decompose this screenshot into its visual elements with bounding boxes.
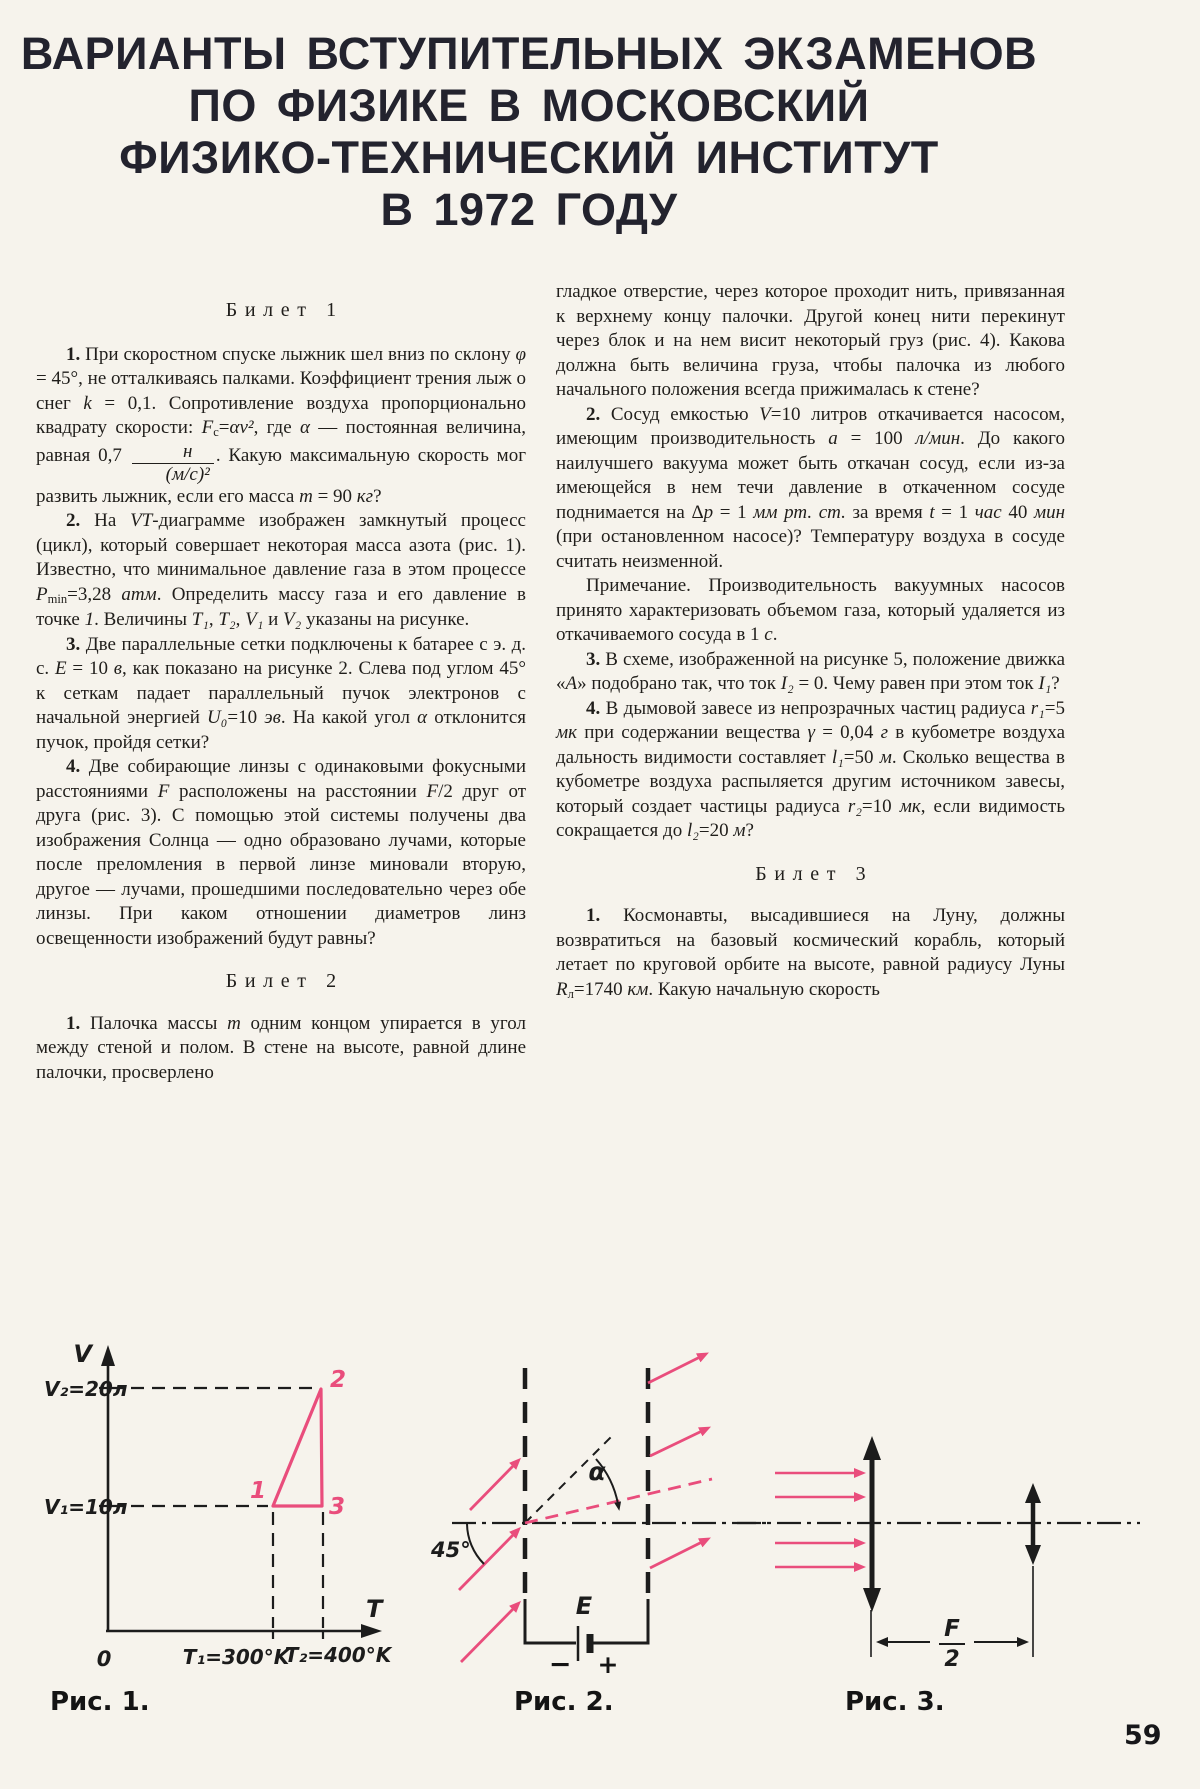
ticket2-problem-1: 1. Палочка массы m одним концом упирается в угол между стеной и полом. В стене на высоте, равной длине палочки, просверлено [36,1012,526,1083]
ticket-1-heading: Билет 1 [225,299,344,321]
title-line-1: ВАРИАНТЫ ВСТУПИТЕЛЬНЫХ ЭКЗАМЕНОВ [20,28,1038,79]
fig2-exit-ray-3 [650,1542,702,1568]
ticket1-problem-4: 4. Две собирающие линзы с одинаковыми фокусными расстояниями F расположены на расстоянии F/2 друг от друга (рис. 3). С помощью этой системы получены два изображения Солнца — одно образовано лучами, которые после преломления в первой линзе миновали вторую, другое — лучами, прошедшими последовательно через обе линзы. При каком отношении диаметров линз освещенности изображений будут равны? [36,756,527,949]
fig1-v2-label: V₂=20л [44,1377,128,1401]
fig1-v1-label: V₁=10л [44,1495,128,1519]
fig2-wire-left [525,1599,576,1643]
fig2-alpha-label: α [588,1457,606,1486]
fig1-v-axis-arrowhead-icon [101,1345,115,1366]
figure-1-vt-diagram [44,1340,393,1717]
ticket2-problem-3: 3. В схеме, изображенной на рисунке 5, положение движка «А» подобрано так, что ток I₂ = 0. Чему равен при этом ток I₁? [556,648,1065,694]
ticket2-problem-2: 2. Сосуд емкостью V=10 литров откачивается насосом, имеющим производительность a = 100 л/мин. До какого наилучшего вакуума может быть откачан сосуд, если из-за имеющейся в нем течи давление в откаченном сосуде поднимается на Δp = 1 мм рт. ст. за время t = 1 час 40 мин (при остановленном насосе)? Температуру воздуха в сосуде считать неизменной. [556,403,1066,572]
ticket-3-heading: Билет 3 [755,862,874,885]
title-line-3: ФИЗИКО-ТЕХНИЧЕСКИЙ ИНСТИТУТ [119,132,939,183]
left-column [36,298,526,1085]
title-line-2: ПО ФИЗИКЕ В МОСКОВСКИЙ [188,80,870,131]
page-number: 59 [1124,1720,1162,1751]
figure-2-grids-diagram [430,1357,766,1717]
fig2-wire-right [593,1599,648,1643]
ticket3-problem-1: 1. Космонавты, высадившиеся на Луну, должны возвратиться на базовый космический корабль, который летает по круговой орбите на высоте, равной радиусу Луны Rл=1740 км. Какую начальную скорость [556,905,1065,1001]
ticket2-problem-1-continued: гладкое отверстие, через которое проходит нить, привязанная к верхнему концу палочки. Другой конец нити перекинут через блок и на нем висит некоторый груз (рис. 4). Какова должна быть величина груза, чтобы палочка из любого начального положения всегда прижималась к стене? [556,281,1065,400]
fig1-point-2-label: 2 [330,1367,347,1393]
fig2-exit-ray-2 [650,1431,702,1456]
fig1-cycle-triangle [273,1389,322,1506]
ticket2-problem-4: 4. В дымовой завесе из непрозрачных частиц радиуса r₁=5 мк при содержании вещества γ = 0,04 г в кубометре воздуха дальность видимости составляет l₁=50 м. Сколько вещества в кубометре воздуха распыляется другим источником завесы, который создает частицы радиуса r₂=10 мк, если видимость сокращается до l₂=20 м? [556,697,1066,841]
fig1-origin-label: 0 [96,1647,112,1671]
fig1-t1-label: T₁=300°K [182,1645,290,1669]
fig2-incoming-ray-1 [470,1465,514,1510]
right-column [556,280,1065,1003]
fig2-exit-ray-1 [648,1357,700,1383]
title-line-4: В 1972 ГОДУ [380,184,678,235]
fig3-lens1-top-arrowhead-icon [863,1436,881,1460]
fig1-point-1-label: 1 [250,1478,267,1504]
fig1-caption: Рис. 1. [50,1687,150,1717]
fig2-plus-label: + [597,1650,619,1679]
fig3-caption: Рис. 3. [845,1687,945,1717]
fig3-lens2-top-arrowhead-icon [1025,1483,1041,1503]
ticket-2-heading: Билет 2 [225,970,344,993]
fig2-minus-label: − [548,1649,572,1680]
ticket1-problem-1: 1. При скоростном спуске лыжник шел вниз по склону φ = 45°, не отталкиваясь палками. Коэффициент трения лыж о снег k = 0,1. Сопротивление воздуха пропорционально квадрату скорости: Fс=αv², где α — постоянная величина, равная 0,7 $\frac{н}{\text{(м/с)²}}$ . Какую максимальную скорость мог развить лыжник, если его масса m = 90 кг? [36,343,527,507]
fig3-dim-numerator: F [944,1616,960,1642]
fig2-45-label: 45° [431,1538,471,1562]
fig3-lens2-bottom-arrowhead-icon [1025,1545,1041,1565]
ticket1-problem-3: 3. Две параллельные сетки подключены к батарее с э. д. с. E = 10 в, как показано на рисунке 2. Слева под углом 45° к сеткам падает параллельный пучок электронов с начальной энергией U₀=10 эв. На какой угол α отклонится пучок, пройдя сетки? [36,633,527,753]
fig2-deflected-dashed [525,1479,712,1523]
fig1-t-axis-arrowhead-icon [361,1624,382,1638]
fig2-emf-label: E [575,1592,593,1620]
fig2-caption: Рис. 2. [514,1687,614,1717]
fig1-v-axis-label: V [73,1340,92,1368]
ticket2-note: Примечание. Производительность вакуумных насосов принято характеризовать объемом газа, который удаляется из откачиваемого сосуда в 1 с. [556,575,1065,645]
page-title [0,28,1058,236]
figure-3-lens-diagram [737,1436,1140,1717]
fig1-t-axis-label: T [366,1595,383,1623]
fig1-t2-label: T₂=400°K [284,1643,392,1667]
fig3-dim-denominator: 2 [944,1647,960,1672]
fig3-lens1-bottom-arrowhead-icon [863,1588,881,1612]
fig2-incoming-ray-3 [461,1608,514,1662]
figures-strip [0,1180,1200,1789]
ticket1-problem-2: 2. На VT-диаграмме изображен замкнутый процесс (цикл), который совершает некоторая масса азота (рис. 1). Известно, что минимальное давление газа в этом процессе Pmin=3,28 атм. Определить массу газа и его давление в точке 1. Величины T₁, T₂, V₁ и V₂ указаны на рисунке. [36,510,526,631]
fig1-point-3-label: 3 [329,1494,346,1520]
